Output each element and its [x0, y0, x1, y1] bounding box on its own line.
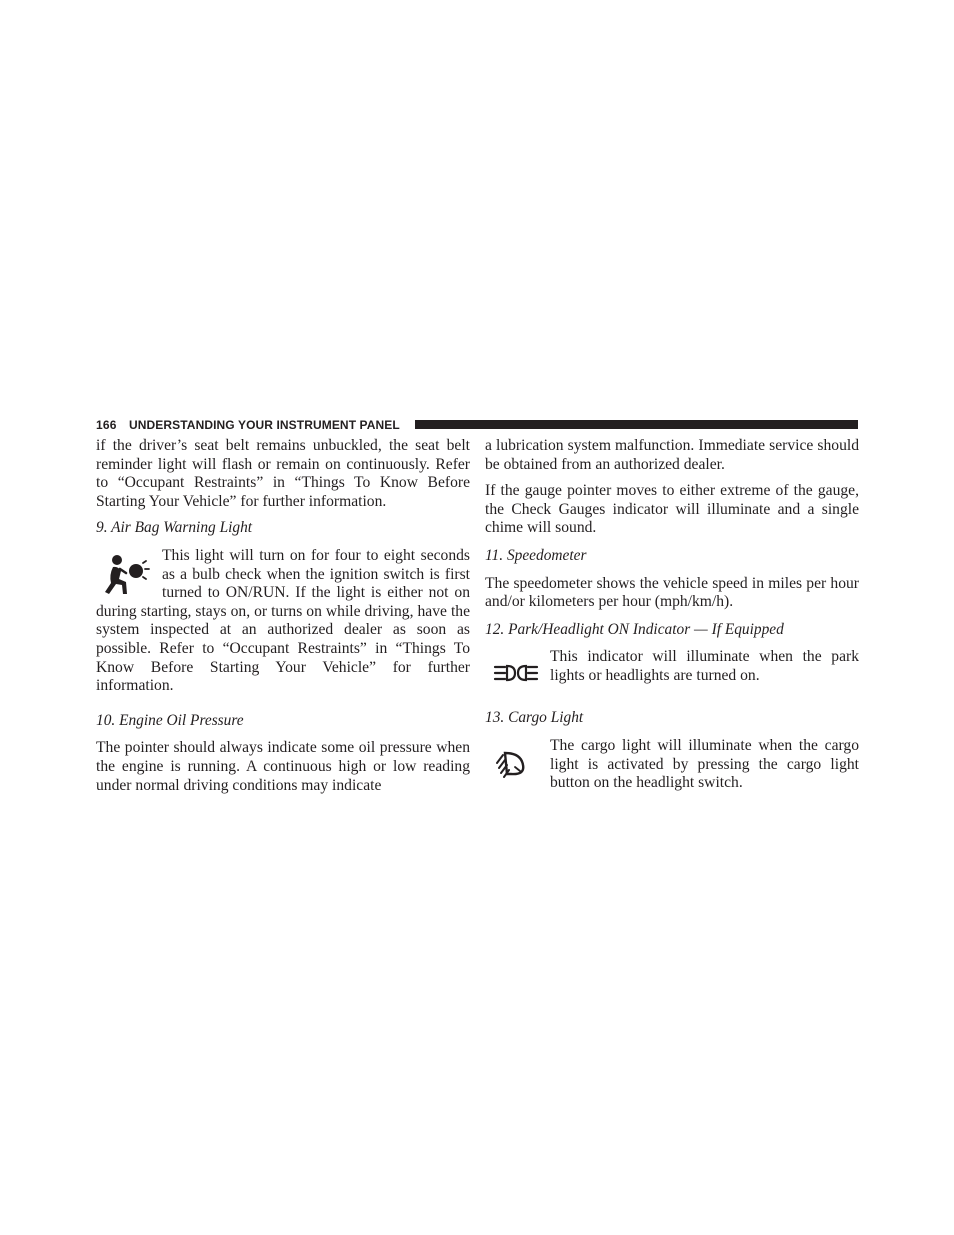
- page-number: 166: [96, 418, 117, 432]
- air-bag-heading: 9. Air Bag Warning Light: [96, 519, 253, 537]
- section-title: UNDERSTANDING YOUR INSTRUMENT PANEL: [129, 418, 400, 432]
- oil-pressure-paragraph: The pointer should always indicate some oil pressure when the engine is running. A continuous high or low reading under normal driving conditions may indicate: [96, 739, 470, 794]
- air-bag-paragraph: This light will turn on for four to eight seconds as a bulb check when the ignition switch is first turned to ON/RUN. If the light is either not on during starting, stays on, or turns on while driving, have the system inspected at an authorized dealer as soon as possible. Refer to “Occupant Restraints” in “Things To Know Before Starting Your Vehicle” for further information.: [96, 546, 470, 695]
- cargo-light-paragraph: The cargo light will illuminate when the cargo light is activated by pressing the cargo light button on the headlight switch.: [550, 736, 859, 792]
- park-headlight-icon: [485, 652, 542, 696]
- gauge-pointer-paragraph: If the gauge pointer moves to either extreme of the gauge, the Check Gauges indicator will illuminate and a single chime will sound.: [485, 482, 859, 537]
- page-header: [96, 417, 858, 433]
- park-headlight-block: [485, 648, 859, 698]
- oil-pressure-heading: 10. Engine Oil Pressure: [96, 711, 244, 729]
- air-bag-block: [96, 547, 470, 704]
- cargo-light-icon: [485, 741, 542, 785]
- speedometer-heading: 11. Speedometer: [485, 546, 587, 564]
- park-headlight-paragraph: This indicator will illuminate when the park lights or headlights are turned on.: [550, 648, 859, 684]
- oil-continued-paragraph: a lubrication system malfunction. Immediate service should be obtained from an authorized dealer.: [485, 437, 859, 473]
- park-headlight-heading: 12. Park/Headlight ON Indicator — If Equipped: [485, 620, 784, 638]
- speedometer-paragraph: The speedometer shows the vehicle speed in miles per hour and/or kilometers per hour (mph/km/h).: [485, 574, 859, 611]
- air-bag-warning-icon: [96, 551, 154, 595]
- right-column: [485, 437, 859, 801]
- header-rule: [415, 420, 858, 429]
- left-column: [96, 437, 470, 803]
- cargo-light-heading: 13. Cargo Light: [485, 709, 584, 727]
- cargo-light-block: [485, 737, 859, 801]
- seat-belt-paragraph: if the driver’s seat belt remains unbuckled, the seat belt reminder light will flash or remain on continuously. Refer to “Occupant Restraints” in “Things To Know Before Starting Your Vehicle” for further information.: [96, 437, 470, 510]
